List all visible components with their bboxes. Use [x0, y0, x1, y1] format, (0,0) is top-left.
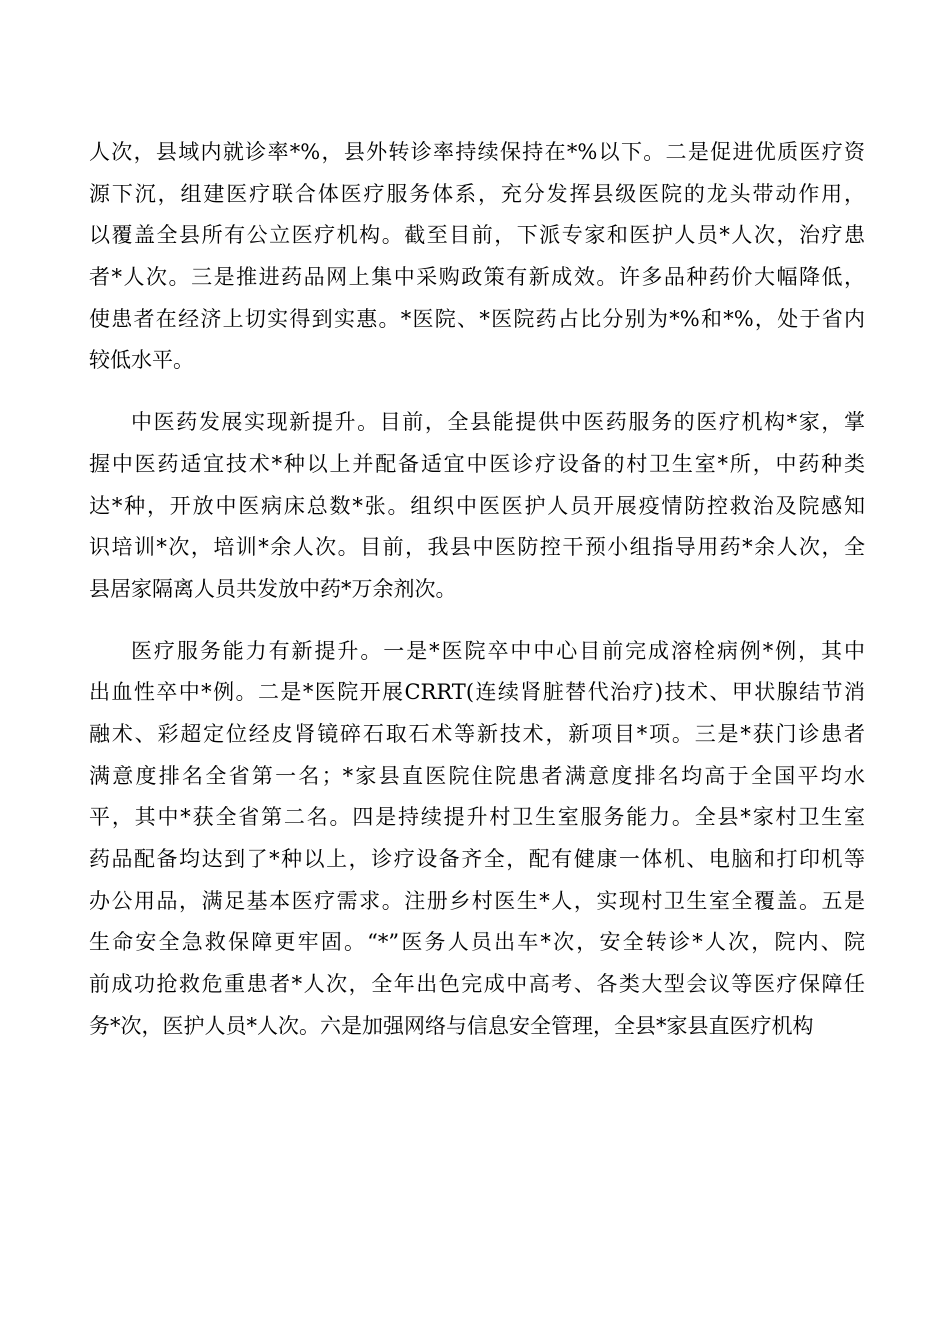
- text-line: 药品配备均达到了*种以上，诊疗设备齐全，配有健康一体机、电脑和打印机等: [89, 847, 865, 871]
- text-line: 生命安全急救保障更牢固。“*”医务人员出车*次，安全转诊*人次，院内、院: [89, 930, 865, 955]
- text-line: 融术、彩超定位经皮肾镜碎石取石术等新技术，新项目*项。三是*获门诊患者: [89, 721, 865, 746]
- text-line: 握中医药适宜技术*种以上并配备适宜中医诊疗设备的村卫生室*所，中药种类: [89, 451, 865, 476]
- document-body: [89, 132, 865, 1047]
- text-line: 人次，县域内就诊率*%，县外转诊率持续保持在*%以下。二是促进优质医疗资: [89, 140, 865, 164]
- text-line: 识培训*次，培训*余人次。目前，我县中医防控干预小组指导用药*余人次，全: [89, 535, 865, 560]
- text-line: 务*次，医护人员*人次。六是加强网络与信息安全管理，全县*家县直医疗机构: [89, 1013, 814, 1038]
- text-line: 县居家隔离人员共发放中药*万余剂次。: [89, 576, 457, 601]
- text-line: 者*人次。三是推进药品网上集中采购政策有新成效。许多品种药价大幅降低，: [89, 265, 865, 290]
- text-line: 达*种，开放中医病床总数*张。组织中医医护人员开展疫情防控救治及院感知: [89, 493, 865, 518]
- text-line: 较低水平。: [89, 348, 194, 373]
- text-line: 医疗服务能力有新提升。一是*医院卒中中心目前完成溶栓病例*例，其中: [131, 638, 865, 663]
- paragraph-continued: [89, 132, 865, 382]
- text-line: 平，其中*获全省第二名。四是持续提升村卫生室服务能力。全县*家村卫生室: [89, 805, 865, 830]
- text-line: 中医药发展实现新提升。目前，全县能提供中医药服务的医疗机构*家，掌: [131, 410, 865, 435]
- text-line: 前成功抢救危重患者*人次，全年出色完成中高考、各类大型会议等医疗保障任: [89, 972, 865, 997]
- text-line: 以覆盖全县所有公立医疗机构。截至目前，下派专家和医护人员*人次，治疗患: [89, 223, 865, 248]
- paragraph-medical-service: [89, 631, 865, 1048]
- text-line: 办公用品，满足基本医疗需求。注册乡村医生*人，实现村卫生室全覆盖。五是: [89, 888, 865, 913]
- paragraph-tcm: [89, 402, 865, 610]
- text-line: 出血性卒中*例。二是*医院开展CRRT(连续肾脏替代治疗)技术、甲状腺结节消: [89, 680, 865, 705]
- text-line: 满意度排名全省第一名；*家县直医院住院患者满意度排名均高于全国平均水: [89, 763, 865, 788]
- paragraph-gap: [89, 611, 865, 631]
- paragraph-gap: [89, 382, 865, 402]
- text-line: 使患者在经济上切实得到实惠。*医院、*医院药占比分别为*%和*%，处于省内: [89, 306, 865, 331]
- text-line: 源下沉，组建医疗联合体医疗服务体系，充分发挥县级医院的龙头带动作用，: [89, 181, 865, 206]
